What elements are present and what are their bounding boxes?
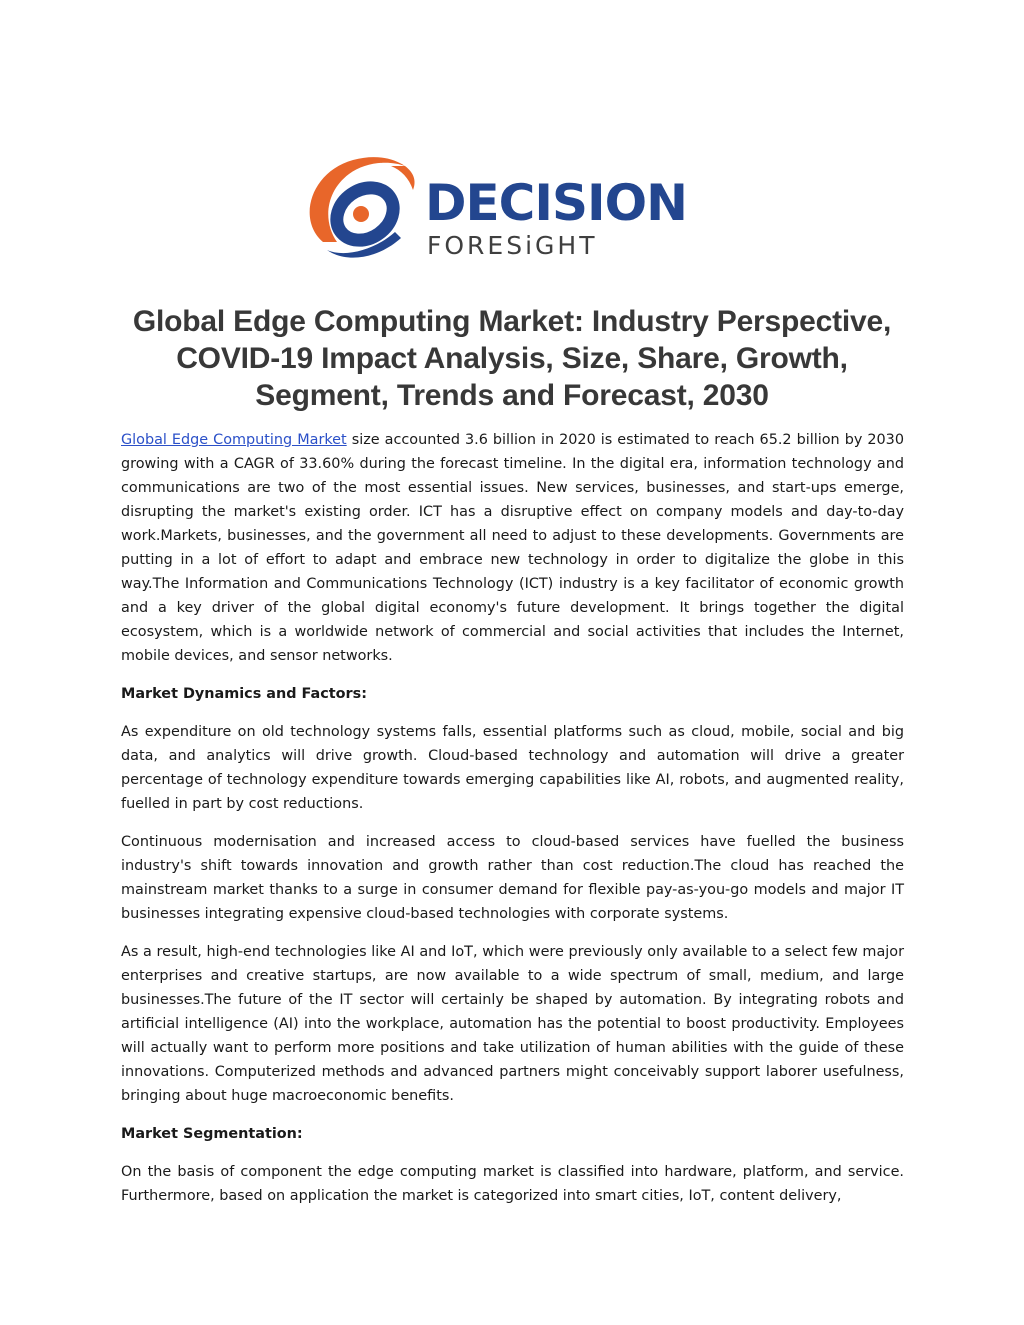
segmentation-paragraph-1: On the basis of component the edge computing market is classified into hardware, platform, and service. Furthermore, based on application the market is categorized into smart cities, IoT, content delivery, <box>121 1164 904 1204</box>
segmentation-heading: Market Segmentation: <box>121 1126 303 1142</box>
intro-paragraph <box>121 428 904 668</box>
logo-brand-top: DECISION <box>425 174 687 232</box>
decision-foresight-logo <box>305 150 725 265</box>
logo-emblem-icon <box>310 157 415 258</box>
dynamics-paragraph-2: Continuous modernisation and increased access to cloud-based services have fuelled the business industry's shift towards innovation and growth rather than cost reduction.The cloud has reached the mainstream market thanks to a surge in consumer demand for flexible pay-as-you-go models and major IT businesses integrating expensive cloud-based technologies with corporate systems. <box>121 834 904 922</box>
intro-text: size accounted 3.6 billion in 2020 is estimated to reach 65.2 billion by 2030 growing with a CAGR of 33.60% during the forecast timeline. In the digital era, information technology and communications are two of the most essential issues. New services, businesses, and start-ups emerge, disrupting the market's existing order. ICT has a disruptive effect on company models and day-to-day work.Markets, businesses, and the government all need to adjust to these developments. Governments are putting in a lot of effort to adapt and embrace new technology in order to digitalize the globe in this way.The Information and Communications Technology (ICT) industry is a key facilitator of economic growth and a key driver of the global digital economy's future development. It brings together the digital ecosystem, which is a worldwide network of commercial and social activities that includes the Internet, mobile devices, and sensor networks. <box>121 432 904 664</box>
document-body <box>121 428 904 1222</box>
logo-brand-bottom: FORESiGHT <box>427 231 598 260</box>
market-report-link[interactable]: Global Edge Computing Market <box>121 432 347 448</box>
dynamics-paragraph-3: As a result, high-end technologies like AI and IoT, which were previously only available to a select few major enterprises and creative startups, are now available to a wide spectrum of small, medium, and large businesses.The future of the IT sector will certainly be shaped by automation. By integrating robots and artificial intelligence (AI) into the workplace, automation has the potential to boost productivity. Employees will actually want to perform more positions and take utilization of human abilities with the guide of these innovations. Computerized methods and advanced partners might conceivably support laborer usefulness, bringing about huge macroeconomic benefits. <box>121 944 904 1104</box>
dynamics-paragraph-1: As expenditure on old technology systems falls, essential platforms such as cloud, mobile, social and big data, and analytics will drive growth. Cloud-based technology and automation will drive a greater percentage of technology expenditure towards emerging capabilities like AI, robots, and augmented reality, fuelled in part by cost reductions. <box>121 724 904 812</box>
document-title: Global Edge Computing Market: Industry Perspective, COVID-19 Impact Analysis, Size, Share, Growth, Segment, Trends and Forecast, 2030 <box>132 305 892 412</box>
dynamics-heading: Market Dynamics and Factors: <box>121 686 367 702</box>
